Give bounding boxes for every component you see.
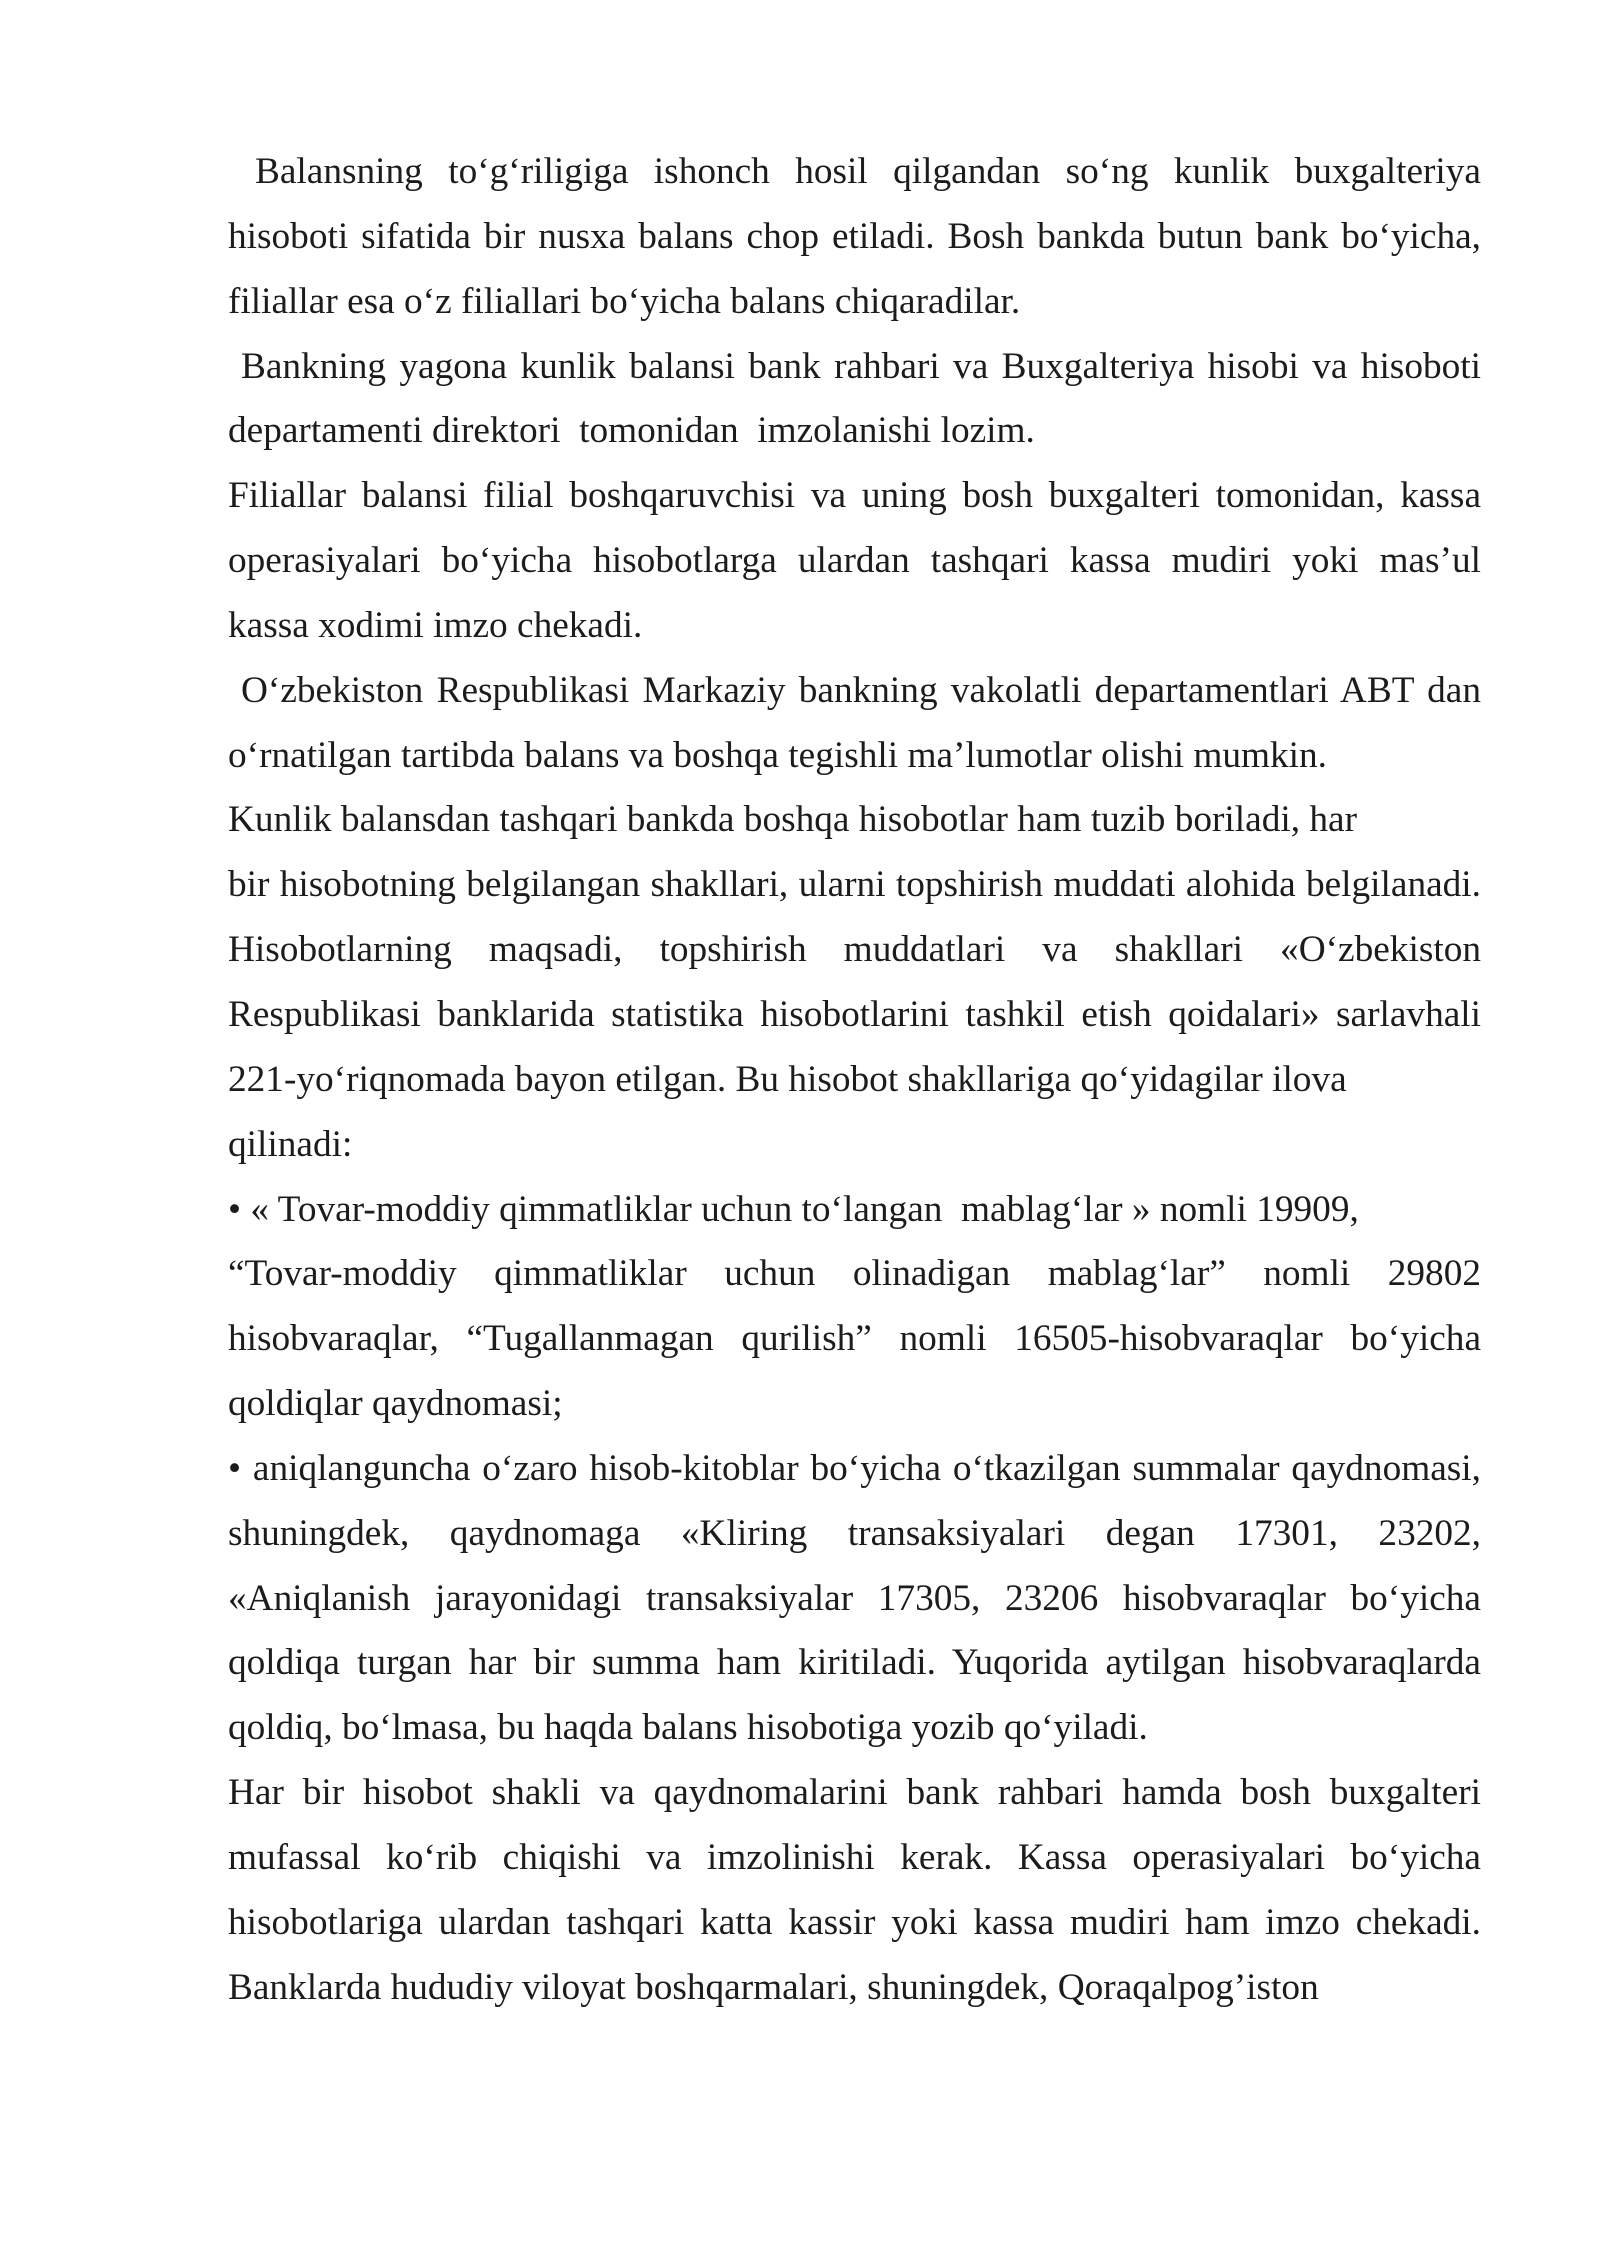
text-line: hisoboti sifatida bir nusxa balans chop etiladi. Bosh bankda butun bank bo‘yicha, bbox=[228, 215, 1481, 257]
text-line: «Aniqlanish jarayonidagi transaksiyalar 17305, 23206 hisobvaraqlar bo‘yicha bbox=[228, 1577, 1481, 1619]
bullet-paragraph bbox=[228, 1178, 1481, 1437]
text-line: hisobotlariga ulardan tashqari katta kassir yoki kassa mudiri ham imzo chekadi. bbox=[228, 1901, 1481, 1943]
text-line: Bankning yagona kunlik balansi bank rahbari va Buxgalteriya hisobi va hisoboti bbox=[241, 345, 1481, 387]
text-line: bir hisobotning belgilangan shakllari, ularni topshirish muddati alohida belgilanadi. bbox=[228, 864, 1481, 906]
document-body bbox=[228, 140, 1481, 2020]
text-line: • aniqlanguncha o‘zaro hisob-kitoblar bo‘yicha o‘tkazilgan summalar qaydnomasi, bbox=[228, 1447, 1481, 1489]
text-line: shuningdek, qaydnomaga «Kliring transaksiyalari degan 17301, 23202, bbox=[228, 1512, 1481, 1554]
text-line: Hisobotlarning maqsadi, topshirish muddatlari va shakllari «O‘zbekiston bbox=[228, 929, 1481, 971]
text-line: Filiallar balansi filial boshqaruvchisi va uning bosh buxgalteri tomonidan, kassa bbox=[228, 475, 1481, 517]
paragraph bbox=[228, 659, 1481, 789]
text-line: o‘rnatilgan tartibda balans va boshqa tegishli ma’lumotlar olishi mumkin. bbox=[228, 734, 1328, 776]
text-line: qilinadi: bbox=[228, 1123, 353, 1165]
text-line: Banklarda hududiy viloyat boshqarmalari, shuningdek, Qoraqalpog’iston bbox=[228, 1966, 1319, 2008]
text-line: qoldiqlar qaydnomasi; bbox=[228, 1383, 563, 1425]
paragraph bbox=[228, 335, 1481, 465]
paragraph bbox=[228, 1761, 1481, 2020]
text-line: mufassal ko‘rib chiqishi va imzolinishi kerak. Kassa operasiyalari bo‘yicha bbox=[228, 1836, 1481, 1878]
text-line: hisobvaraqlar, “Tugallanmagan qurilish” nomli 16505-hisobvaraqlar bo‘yicha bbox=[228, 1318, 1481, 1360]
text-line: qoldiqa turgan har bir summa ham kiritiladi. Yuqorida aytilgan hisobvaraqlarda bbox=[228, 1642, 1481, 1684]
text-line: • « Tovar-moddiy qimmatliklar uchun to‘langan mablag‘lar » nomli 19909, bbox=[228, 1188, 1359, 1230]
paragraph bbox=[228, 464, 1481, 659]
text-line: O‘zbekiston Respublikasi Markaziy bankning vakolatli departamentlari ABT dan bbox=[241, 669, 1481, 711]
text-line: “Tovar-moddiy qimmatliklar uchun olinadigan mablag‘lar” nomli 29802 bbox=[228, 1253, 1481, 1295]
text-line: operasiyalari bo‘yicha hisobotlarga ulardan tashqari kassa mudiri yoki mas’ul bbox=[228, 540, 1481, 582]
text-line: Har bir hisobot shakli va qaydnomalarini bank rahbari hamda bosh buxgalteri bbox=[228, 1772, 1481, 1814]
text-line: departamenti direktori tomonidan imzolanishi lozim. bbox=[228, 410, 1035, 452]
text-line: Kunlik balansdan tashqari bankda boshqa hisobotlar ham tuzib boriladi, har bbox=[228, 799, 1357, 841]
paragraph bbox=[228, 140, 1481, 335]
paragraph bbox=[228, 918, 1481, 1177]
text-line: Balansning to‘g‘riligiga ishonch hosil qilgandan so‘ng kunlik buxgalteriya bbox=[255, 151, 1481, 192]
text-line: filiallar esa o‘z filiallari bo‘yicha balans chiqaradilar. bbox=[228, 280, 1021, 322]
paragraph bbox=[228, 788, 1481, 918]
bullet-paragraph bbox=[228, 1437, 1481, 1761]
text-line: kassa xodimi imzo chekadi. bbox=[228, 604, 643, 646]
text-line: Respublikasi banklarida statistika hisobotlarini tashkil etish qoidalari» sarlavhali bbox=[228, 993, 1481, 1035]
text-line: qoldiq, bo‘lmasa, bu haqda balans hisobotiga yozib qo‘yiladi. bbox=[228, 1707, 1148, 1749]
text-line: 221-yo‘riqnomada bayon etilgan. Bu hisobot shakllariga qo‘yidagilar ilova bbox=[228, 1058, 1347, 1100]
